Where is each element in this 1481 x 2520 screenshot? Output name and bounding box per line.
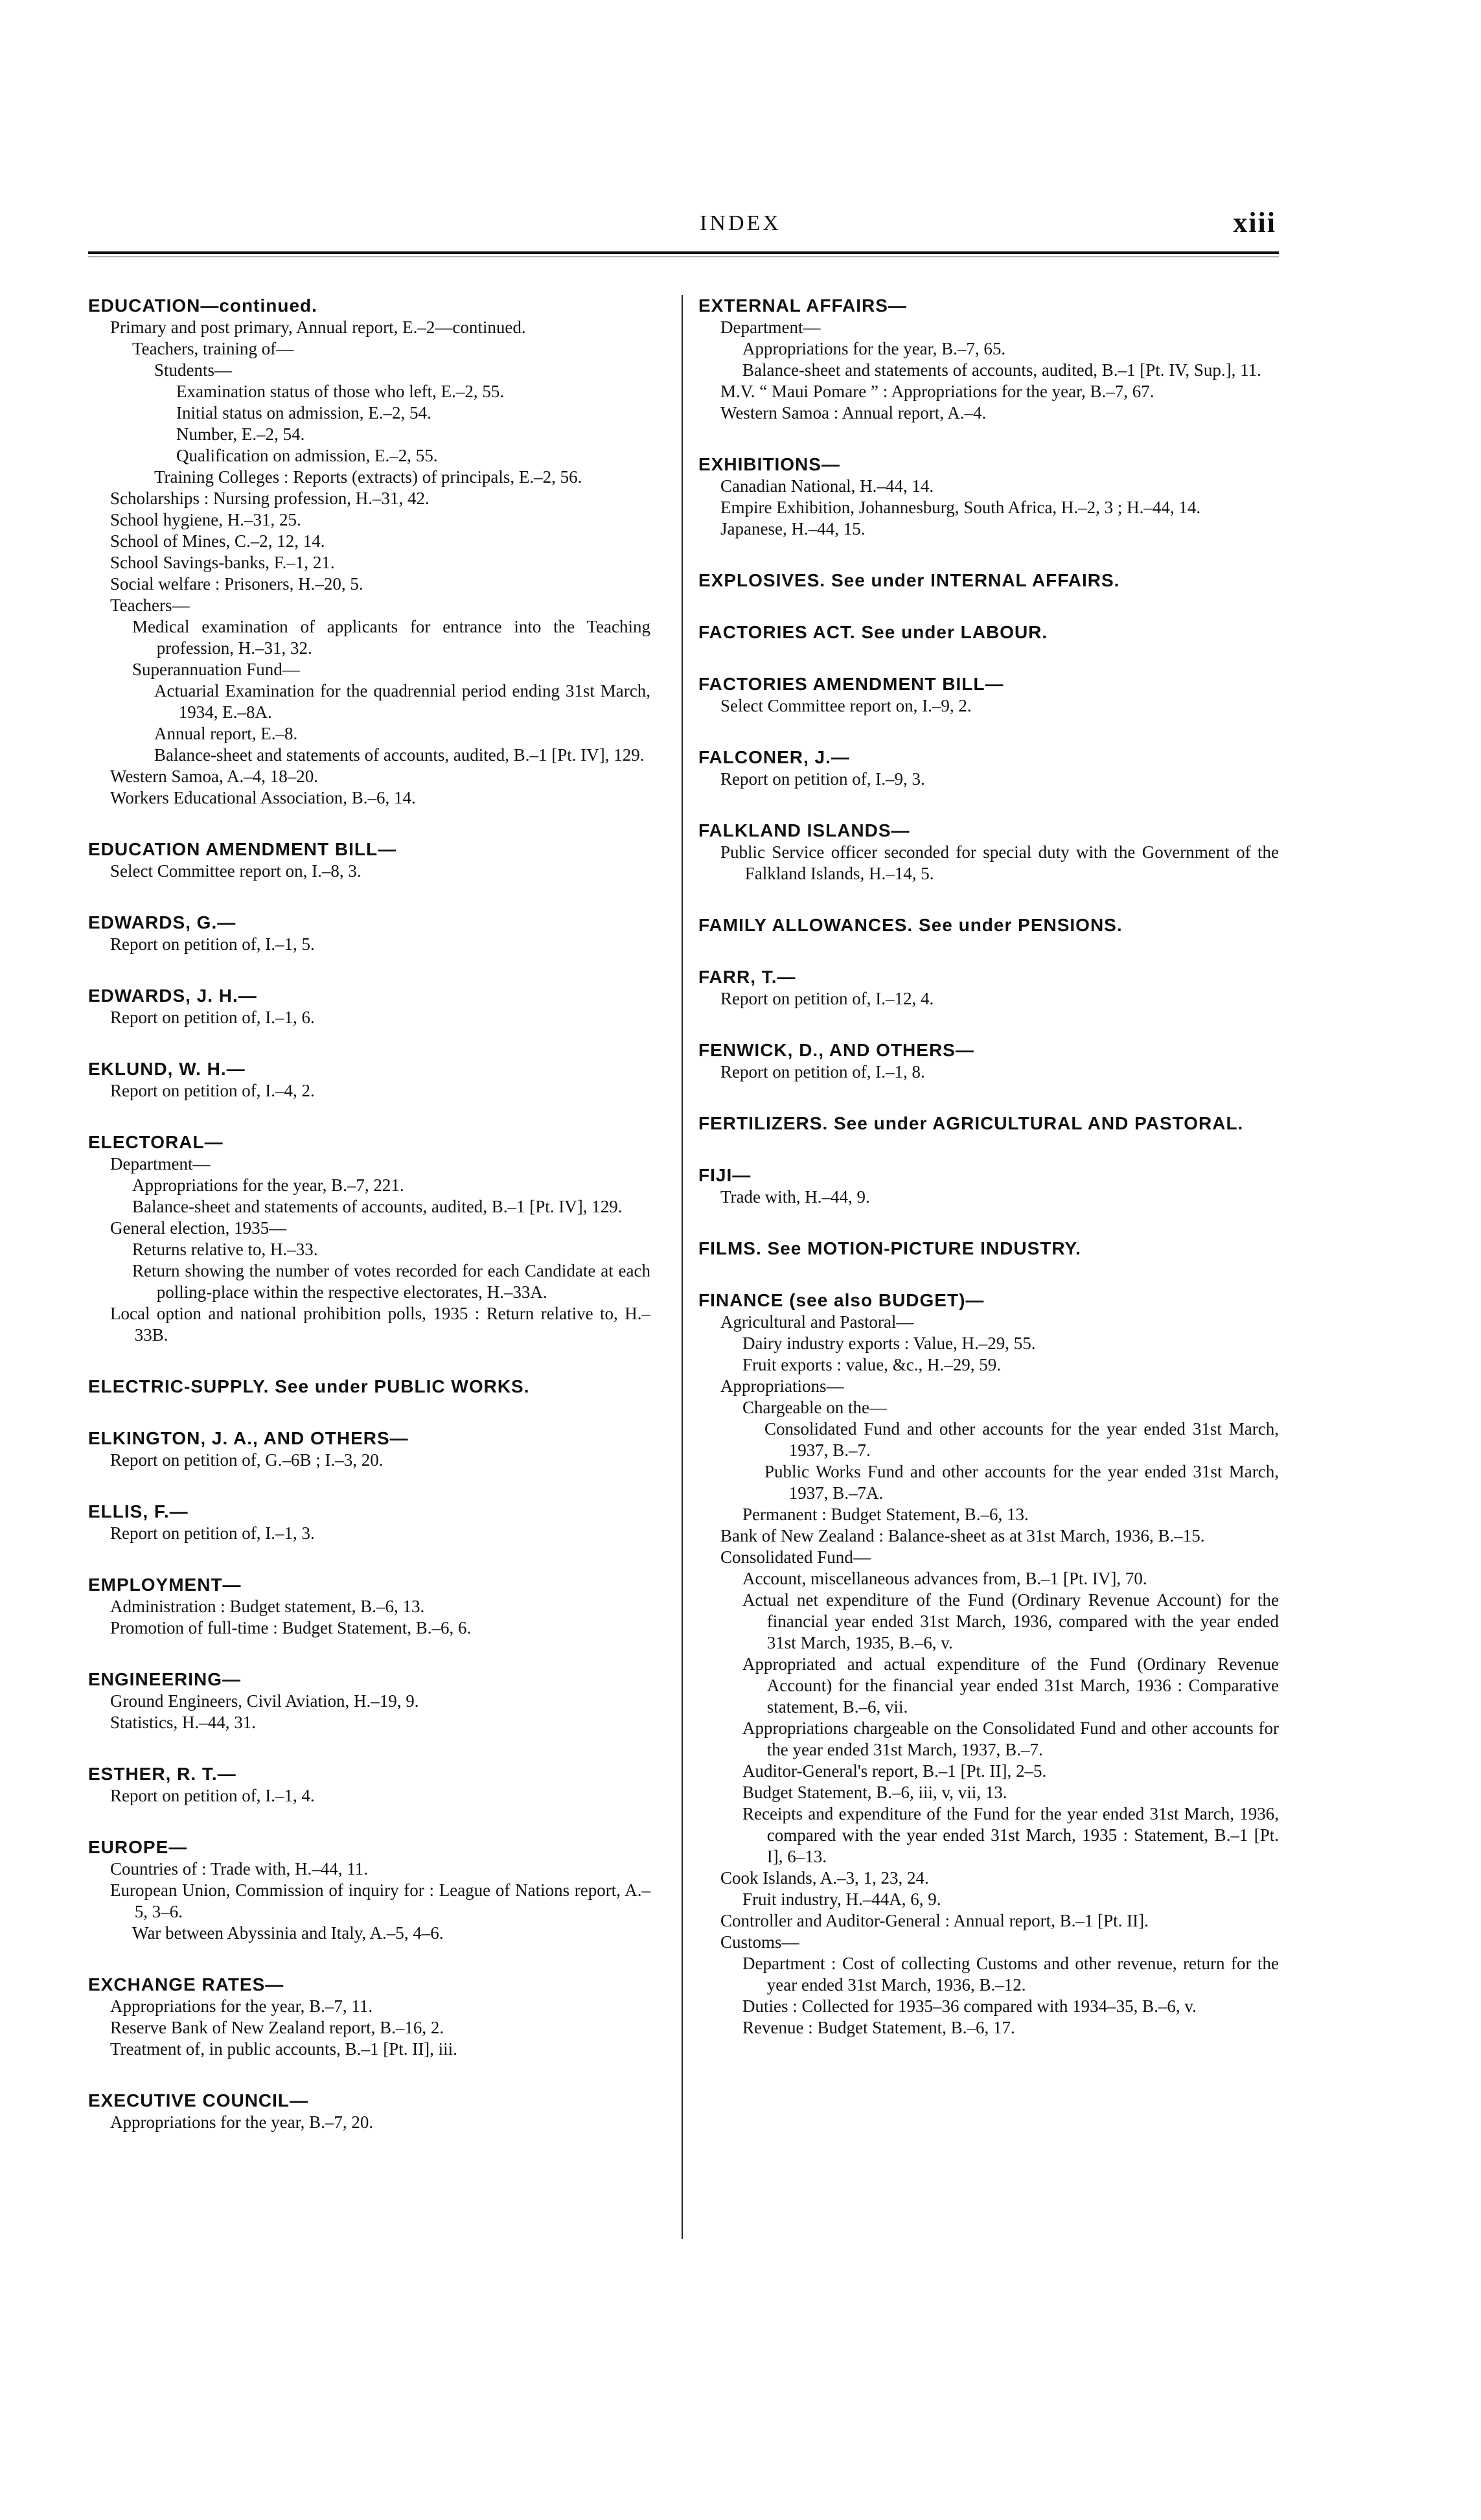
index-subentry: Report on petition of, I.–12, 4. xyxy=(720,989,934,1008)
index-entry xyxy=(698,1039,1279,1083)
index-subentry: Department— xyxy=(720,318,821,337)
index-heading: EDUCATION AMENDMENT BILL— xyxy=(88,839,397,859)
index-entry xyxy=(698,570,1279,592)
index-subentry: Actual net expenditure of the Fund (Ordinary Revenue Account) for the financial year ended 31st March, 1936, compared with the year ended 31st March, 1935, B.–6, v. xyxy=(742,1590,1279,1652)
column-divider xyxy=(682,295,683,2239)
index-entry xyxy=(698,914,1279,936)
index-entry xyxy=(698,454,1279,540)
index-heading: FILMS. See MOTION-PICTURE INDUSTRY. xyxy=(698,1238,1081,1258)
index-entry xyxy=(88,1974,650,2060)
index-entry xyxy=(88,1131,650,1346)
index-entry xyxy=(88,985,650,1028)
index-subentry: Appropriations for the year, B.–7, 221. xyxy=(132,1175,404,1195)
index-subentry: Primary and post primary, Annual report, E.–2—continued. xyxy=(110,318,526,337)
index-entry xyxy=(698,621,1279,643)
index-heading: EXECUTIVE COUNCIL— xyxy=(88,2090,309,2110)
index-subentry: Countries of : Trade with, H.–44, 11. xyxy=(110,1859,368,1878)
index-subentry: M.V. “ Maui Pomare ” : Appropriations for the year, B.–7, 67. xyxy=(720,382,1154,401)
index-entry xyxy=(698,1289,1279,2039)
index-subentry: Account, miscellaneous advances from, B.–1 [Pt. IV], 70. xyxy=(742,1569,1147,1588)
index-subentry: Appropriated and actual expenditure of the Fund (Ordinary Revenue Account) for the financial year ended 31st March, 1936 : Comparative statement, B.–6, vii. xyxy=(742,1654,1279,1717)
index-subentry: Fruit exports : value, &c., H.–29, 59. xyxy=(742,1355,1001,1374)
index-entry xyxy=(698,820,1279,884)
index-subentry: School of Mines, C.–2, 12, 14. xyxy=(110,531,325,551)
index-subentry: Customs— xyxy=(720,1932,799,1952)
index-subentry: Auditor-General's report, B.–1 [Pt. II], 2–5. xyxy=(742,1761,1047,1781)
page-number: xiii xyxy=(1233,207,1276,238)
index-entry xyxy=(88,912,650,955)
index-subentry: European Union, Commission of inquiry for : League of Nations report, A.–5, 3–6. xyxy=(110,1880,650,1921)
index-heading: FAMILY ALLOWANCES. See under PENSIONS. xyxy=(698,915,1123,935)
index-heading: ESTHER, R. T.— xyxy=(88,1764,236,1784)
index-subentry: Budget Statement, B.–6, iii, v, vii, 13. xyxy=(742,1783,1007,1802)
index-heading: EDWARDS, J. H.— xyxy=(88,986,257,1006)
index-subentry: Chargeable on the— xyxy=(742,1398,887,1417)
index-heading: FACTORIES ACT. See under LABOUR. xyxy=(698,622,1048,642)
index-subentry: Administration : Budget statement, B.–6, 13. xyxy=(110,1597,425,1616)
index-heading: ELECTORAL— xyxy=(88,1132,224,1152)
index-entry xyxy=(88,295,650,809)
index-entry xyxy=(88,1058,650,1102)
index-subentry: Promotion of full-time : Budget Statement, B.–6, 6. xyxy=(110,1618,472,1637)
header-rule xyxy=(88,251,1279,254)
index-subentry: Western Samoa : Annual report, A.–4. xyxy=(720,403,987,422)
index-subentry: Fruit industry, H.–44A, 6, 9. xyxy=(742,1890,941,1909)
index-entry xyxy=(88,1836,650,1944)
index-heading: FARR, T.— xyxy=(698,967,796,987)
index-entry xyxy=(698,1238,1279,1260)
index-subentry: Public Works Fund and other accounts for the year ended 31st March, 1937, B.–7A. xyxy=(764,1462,1279,1503)
index-subentry: Department : Cost of collecting Customs and other revenue, return for the year ended 31st March, 1936, B.–12. xyxy=(742,1954,1279,1994)
index-subentry: Revenue : Budget Statement, B.–6, 17. xyxy=(742,2018,1015,2037)
index-entry xyxy=(698,746,1279,790)
index-heading: FACTORIES AMENDMENT BILL— xyxy=(698,674,1004,694)
index-heading: FIJI— xyxy=(698,1165,752,1185)
index-subentry: Consolidated Fund— xyxy=(720,1547,871,1567)
index-subentry: Report on petition of, I.–1, 6. xyxy=(110,1008,315,1027)
index-heading: EXTERNAL AFFAIRS— xyxy=(698,295,907,316)
index-subentry: Qualification on admission, E.–2, 55. xyxy=(176,446,438,465)
index-subentry: Duties : Collected for 1935–36 compared with 1934–35, B.–6, v. xyxy=(742,1996,1197,2016)
index-subentry: Trade with, H.–44, 9. xyxy=(720,1187,870,1207)
header-title: INDEX xyxy=(700,211,781,235)
left-column xyxy=(88,295,650,2163)
index-subentry: Report on petition of, I.–1, 3. xyxy=(110,1523,315,1543)
index-subentry: Permanent : Budget Statement, B.–6, 13. xyxy=(742,1505,1029,1524)
index-entry xyxy=(88,1669,650,1733)
index-entry xyxy=(698,673,1279,717)
index-heading: FALCONER, J.— xyxy=(698,747,850,767)
index-heading: EDWARDS, G.— xyxy=(88,912,236,932)
index-subentry: War between Abyssinia and Italy, A.–5, 4–6. xyxy=(132,1923,444,1943)
index-subentry: Appropriations for the year, B.–7, 20. xyxy=(110,2112,374,2132)
index-subentry: Department— xyxy=(110,1154,211,1173)
index-subentry: Report on petition of, I.–9, 3. xyxy=(720,769,925,789)
index-subentry: Report on petition of, I.–1, 4. xyxy=(110,1786,315,1805)
index-subentry: Bank of New Zealand : Balance-sheet as at 31st March, 1936, B.–15. xyxy=(720,1526,1205,1545)
index-subentry: Appropriations chargeable on the Consolidated Fund and other accounts for the year ended 31st March, 1937, B.–7. xyxy=(742,1718,1279,1759)
index-entry xyxy=(88,1763,650,1807)
index-subentry: Balance-sheet and statements of accounts, audited, B.–1 [Pt. IV], 129. xyxy=(154,745,645,765)
index-heading: EDUCATION—continued. xyxy=(88,295,317,316)
index-subentry: Medical examination of applicants for entrance into the Teaching profession, H.–31, 32. xyxy=(132,617,650,658)
index-subentry: Report on petition of, I.–1, 5. xyxy=(110,934,315,954)
index-subentry: Examination status of those who left, E.–2, 55. xyxy=(176,382,505,401)
index-heading: EXPLOSIVES. See under INTERNAL AFFAIRS. xyxy=(698,570,1120,590)
index-subentry: Students— xyxy=(154,360,233,380)
index-subentry: Teachers, training of— xyxy=(132,339,294,358)
index-subentry: Superannuation Fund— xyxy=(132,660,300,679)
index-heading: FALKLAND ISLANDS— xyxy=(698,820,910,840)
index-subentry: Receipts and expenditure of the Fund for the year ended 31st March, 1936, compared with the year ended 31st March, 1935 : Statement, B.–1 [Pt. I], 6–13. xyxy=(742,1804,1279,1866)
index-heading: EXHIBITIONS— xyxy=(698,454,840,474)
index-subentry: Consolidated Fund and other accounts for the year ended 31st March, 1937, B.–7. xyxy=(764,1419,1279,1460)
index-subentry: Canadian National, H.–44, 14. xyxy=(720,476,934,496)
index-subentry: School hygiene, H.–31, 25. xyxy=(110,510,301,529)
index-subentry: General election, 1935— xyxy=(110,1218,287,1238)
index-subentry: Select Committee report on, I.–9, 2. xyxy=(720,696,972,715)
index-heading: EMPLOYMENT— xyxy=(88,1575,242,1595)
index-subentry: Balance-sheet and statements of accounts, audited, B.–1 [Pt. IV], 129. xyxy=(132,1197,623,1216)
index-heading: ENGINEERING— xyxy=(88,1669,242,1689)
index-heading: ELKINGTON, J. A., AND OTHERS— xyxy=(88,1428,409,1448)
index-heading: FENWICK, D., AND OTHERS— xyxy=(698,1040,974,1060)
index-subentry: Empire Exhibition, Johannesburg, South Africa, H.–2, 3 ; H.–44, 14. xyxy=(720,498,1201,517)
index-subentry: Appropriations— xyxy=(720,1376,844,1396)
index-subentry: Returns relative to, H.–33. xyxy=(132,1240,318,1259)
index-subentry: Cook Islands, A.–3, 1, 23, 24. xyxy=(720,1868,929,1888)
index-entry xyxy=(698,966,1279,1010)
index-heading: ELECTRIC-SUPPLY. See under PUBLIC WORKS. xyxy=(88,1376,530,1396)
index-subentry: Scholarships : Nursing profession, H.–31, 42. xyxy=(110,489,430,508)
index-heading: EKLUND, W. H.— xyxy=(88,1059,246,1079)
index-heading: FINANCE (see also BUDGET)— xyxy=(698,1290,985,1310)
right-column xyxy=(698,295,1279,2068)
index-subentry: Teachers— xyxy=(110,595,190,615)
index-entry xyxy=(88,2090,650,2133)
index-subentry: Western Samoa, A.–4, 18–20. xyxy=(110,767,319,786)
index-subentry: Report on petition of, G.–6B ; I.–3, 20. xyxy=(110,1450,384,1470)
index-subentry: Reserve Bank of New Zealand report, B.–16, 2. xyxy=(110,2018,444,2037)
index-subentry: Controller and Auditor-General : Annual report, B.–1 [Pt. II]. xyxy=(720,1911,1149,1930)
index-subentry: Ground Engineers, Civil Aviation, H.–19, 9. xyxy=(110,1691,419,1711)
index-entry xyxy=(88,1501,650,1544)
index-heading: EXCHANGE RATES— xyxy=(88,1974,284,1994)
index-subentry: Local option and national prohibition polls, 1935 : Return relative to, H.–33B. xyxy=(110,1304,650,1345)
index-subentry: Initial status on admission, E.–2, 54. xyxy=(176,403,431,422)
index-subentry: Annual report, E.–8. xyxy=(154,724,298,743)
index-subentry: Social welfare : Prisoners, H.–20, 5. xyxy=(110,574,363,594)
index-entry xyxy=(88,1428,650,1471)
index-entry xyxy=(88,1574,650,1639)
index-subentry: Number, E.–2, 54. xyxy=(176,424,305,444)
index-subentry: Actuarial Examination for the quadrennial period ending 31st March, 1934, E.–8A. xyxy=(154,681,650,722)
index-subentry: Workers Educational Association, B.–6, 14. xyxy=(110,788,416,807)
index-entry xyxy=(698,1113,1279,1135)
index-subentry: Japanese, H.–44, 15. xyxy=(720,519,866,538)
index-subentry: Appropriations for the year, B.–7, 65. xyxy=(742,339,1006,358)
index-subentry: Agricultural and Pastoral— xyxy=(720,1312,914,1332)
index-entry xyxy=(88,838,650,882)
index-subentry: Select Committee report on, I.–8, 3. xyxy=(110,861,362,881)
index-subentry: Training Colleges : Reports (extracts) of principals, E.–2, 56. xyxy=(154,467,582,487)
index-entry xyxy=(698,295,1279,424)
index-subentry: Treatment of, in public accounts, B.–1 [Pt. II], iii. xyxy=(110,2039,457,2059)
index-subentry: School Savings-banks, F.–1, 21. xyxy=(110,553,335,572)
index-heading: EUROPE— xyxy=(88,1837,188,1857)
index-subentry: Report on petition of, I.–4, 2. xyxy=(110,1081,315,1100)
index-entry xyxy=(88,1376,650,1398)
index-subentry: Report on petition of, I.–1, 8. xyxy=(720,1062,925,1081)
index-entry xyxy=(698,1164,1279,1208)
index-heading: ELLIS, F.— xyxy=(88,1501,189,1521)
index-subentry: Appropriations for the year, B.–7, 11. xyxy=(110,1996,373,2016)
index-subentry: Statistics, H.–44, 31. xyxy=(110,1713,257,1732)
index-subentry: Public Service officer seconded for special duty with the Government of the Falkland Islands, H.–14, 5. xyxy=(720,842,1279,883)
index-subentry: Return showing the number of votes recorded for each Candidate at each polling-place within the respective electorates, H.–33A. xyxy=(132,1261,650,1302)
index-subentry: Balance-sheet and statements of accounts, audited, B.–1 [Pt. IV, Sup.], 11. xyxy=(742,360,1261,380)
index-heading: FERTILIZERS. See under AGRICULTURAL AND PASTORAL. xyxy=(698,1113,1244,1133)
index-subentry: Dairy industry exports : Value, H.–29, 55. xyxy=(742,1334,1036,1353)
